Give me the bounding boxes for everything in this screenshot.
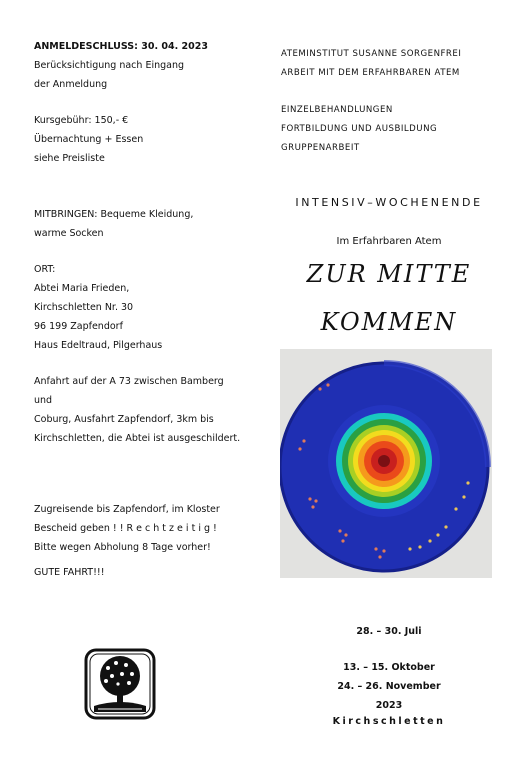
fee-line-3: siehe Preisliste	[34, 153, 105, 164]
location-line-3: 96 199 Zapfendorf	[34, 321, 123, 332]
offer-line-1: EINZELBEHANDLUNGEN	[281, 105, 393, 115]
fee-line-2: Übernachtung + Essen	[34, 134, 144, 145]
event-title-line-1: ZUR MITTE	[306, 260, 472, 288]
offer-line-3: GRUPPENARBEIT	[281, 143, 360, 153]
event-type: INTENSIV–WOCHENENDE	[295, 196, 483, 209]
directions-line-2: und	[34, 395, 53, 406]
directions-line-3: Coburg, Ausfahrt Zapfendorf, 3km bis	[34, 414, 214, 425]
location-line-4: Haus Edeltraud, Pilgerhaus	[34, 340, 163, 351]
travel-line-4: GUTE FAHRT!!!	[34, 567, 105, 578]
date-3: 24. – 26. November	[337, 681, 441, 692]
location-heading: ORT:	[34, 264, 56, 275]
date-2: 13. – 15. Oktober	[343, 662, 435, 673]
location-line-1: Abtei Maria Frieden,	[34, 283, 130, 294]
event-year: 2023	[375, 700, 403, 711]
travel-line-3: Bitte wegen Abholung 8 Tage vorher!	[34, 542, 211, 553]
location-line-2: Kirchschletten Nr. 30	[34, 302, 134, 313]
fee-line-1: Kursgebühr: 150,- €	[34, 115, 129, 126]
institute-tagline: ARBEIT MIT DEM ERFAHRBAREN ATEM	[281, 68, 460, 78]
directions-line-4: Kirchschletten, die Abtei ist ausgeschildert.	[34, 433, 241, 444]
registration-note-line-2: der Anmeldung	[34, 79, 108, 90]
tree-of-life-woodcut-icon	[84, 648, 156, 720]
bring-line-1: MITBRINGEN: Bequeme Kleidung,	[34, 209, 194, 220]
painted-spiral-bowl-image	[280, 349, 492, 578]
registration-note-line-1: Berücksichtigung nach Eingang	[34, 60, 185, 71]
travel-line-2: Bescheid geben ! ! R e c h t z e i t i g !	[34, 523, 217, 534]
bring-line-2: warme Socken	[34, 228, 104, 239]
event-title-line-2: KOMMEN	[320, 308, 458, 336]
registration-deadline: ANMELDESCHLUSS: 30. 04. 2023	[34, 41, 208, 52]
event-place: Kirchschletten	[332, 716, 446, 727]
offer-line-2: FORTBILDUNG UND AUSBILDUNG	[281, 124, 438, 134]
directions-line-1: Anfahrt auf der A 73 zwischen Bamberg	[34, 376, 224, 387]
institute-name: ATEMINSTITUT SUSANNE SORGENFREI	[281, 49, 462, 59]
date-1: 28. – 30. Juli	[356, 626, 422, 637]
travel-line-1: Zugreisende bis Zapfendorf, im Kloster	[34, 504, 220, 515]
event-subtitle: Im Erfahrbaren Atem	[336, 236, 442, 247]
